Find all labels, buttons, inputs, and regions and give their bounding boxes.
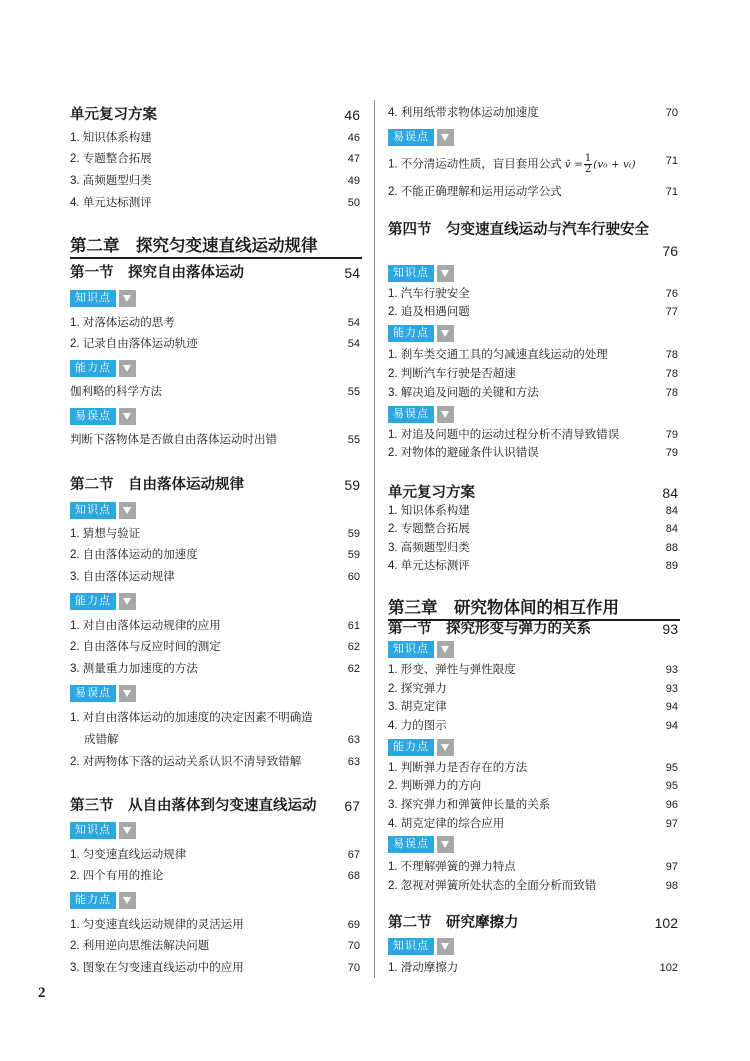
entry-page: 88 [665, 542, 678, 554]
tag-label: 易误点 [70, 408, 116, 425]
entry-page: 84 [662, 485, 678, 501]
entry-page: 95 [665, 780, 678, 792]
entry-title: 第四节 匀变速直线运动与汽车行驶安全 [388, 222, 649, 238]
tag-label: 知识点 [70, 822, 116, 839]
toc-entry [70, 548, 360, 562]
entry-title: 3. 高频题型归类 [70, 175, 152, 187]
entry-title: 1. 判断弹力是否存在的方法 [388, 762, 528, 774]
toc-entry [70, 848, 360, 862]
entry-title: 1. 对自由落体运动的加速度的决定因素不明确造 [70, 712, 313, 724]
entry-title: 2. 判断弹力的方向 [388, 780, 482, 792]
entry-page: 71 [665, 155, 678, 167]
formula-denominator: 2 [584, 164, 592, 175]
entry-page: 97 [665, 818, 678, 830]
toc-entry [388, 700, 678, 714]
entry-title: 1. 匀变速直线运动规律 [70, 849, 187, 861]
entry-title: 2. 追及相遇问题 [388, 306, 470, 318]
entry-title: 1. 知识体系构建 [70, 132, 152, 144]
toc-entry [388, 663, 678, 677]
entry-title: 1. 不分清运动性质，盲目套用公式 v̄ = $\frac{1}{2}(v_0 + v_t)$ [388, 153, 636, 175]
toc-entry [70, 755, 360, 769]
toc-entry [388, 305, 678, 319]
category-tag [388, 406, 678, 423]
formula-fraction [584, 154, 592, 175]
triangle-down-icon [119, 822, 136, 839]
entry-title: 1. 知识体系构建 [388, 505, 470, 517]
category-tag [388, 129, 678, 146]
entry-page: 47 [347, 153, 360, 165]
entry-page: 93 [662, 621, 678, 637]
tag-label: 知识点 [388, 265, 434, 282]
entry-page: 70 [347, 962, 360, 974]
toc-entry [388, 761, 678, 775]
toc-entry [388, 522, 678, 536]
entry-page: 54 [347, 317, 360, 329]
toc-entry [70, 939, 360, 953]
entry-title: 2. 自由落体与反应时间的测定 [70, 641, 221, 653]
triangle-down-icon [119, 290, 136, 307]
entry-page: 46 [344, 107, 360, 123]
toc-entry [388, 719, 678, 733]
entry-page: 59 [347, 528, 360, 540]
entry-title: 2. 对两物体下落的运动关系认识不清导致错解 [70, 756, 302, 768]
tag-label: 易误点 [388, 129, 434, 146]
entry-title: 4. 单元达标测评 [70, 197, 152, 209]
toc-entry [388, 428, 678, 442]
entry-title: 2. 记录自由落体运动轨迹 [70, 338, 198, 350]
entry-page: 78 [665, 368, 678, 380]
entry-title: 1. 对追及问题中的运动过程分析不清导致错误 [388, 429, 620, 441]
section-heading [388, 620, 678, 638]
toc-entry [388, 798, 678, 812]
triangle-down-icon [437, 836, 454, 853]
toc-entry [388, 559, 678, 573]
entry-page: 89 [665, 560, 678, 572]
toc-entry [70, 152, 360, 166]
category-tag [388, 739, 678, 756]
entry-title: 1. 对落体运动的思考 [70, 317, 175, 329]
entry-title: 伽利略的科学方法 [70, 386, 162, 398]
triangle-down-icon [437, 129, 454, 146]
entry-title: 成错解 [84, 734, 119, 746]
entry-page: 102 [659, 962, 678, 974]
entry-page: 70 [665, 107, 678, 119]
toc-entry [388, 185, 678, 199]
entry-page: 63 [347, 734, 360, 746]
toc-entry [388, 106, 678, 120]
entry-page: 84 [665, 505, 678, 517]
toc-entry [388, 348, 678, 362]
tag-label: 能力点 [388, 325, 434, 342]
toc-entry [388, 367, 678, 381]
entry-title: 3. 图象在匀变速直线运动中的应用 [70, 962, 244, 974]
entry-title: 3. 探究弹力和弹簧伸长量的关系 [388, 799, 551, 811]
entry-title: 2. 自由落体运动的加速度 [70, 549, 198, 561]
entry-title: 1. 汽车行驶安全 [388, 288, 470, 300]
entry-page: 55 [347, 434, 360, 446]
page-number: 2 [38, 985, 46, 1001]
category-tag [388, 265, 678, 282]
tag-label: 能力点 [388, 739, 434, 756]
tag-label: 能力点 [70, 593, 116, 610]
triangle-down-icon [119, 408, 136, 425]
entry-title: 1. 刹车类交通工具的匀减速直线运动的处理 [388, 349, 608, 361]
entry-page: 49 [347, 175, 360, 187]
formula-lhs: v̄ = [564, 158, 583, 171]
entry-title: 第一节 探究形变与弹力的关系 [388, 621, 591, 637]
triangle-down-icon [437, 325, 454, 342]
entry-page: 76 [665, 288, 678, 300]
toc-entry [388, 287, 678, 301]
toc-entry [70, 619, 360, 633]
toc-entry [70, 570, 360, 584]
entry-title: 第二节 自由落体运动规律 [70, 477, 244, 493]
entry-page: 70 [347, 940, 360, 952]
section-heading [70, 797, 360, 815]
entry-title: 第三节 从自由落体到匀变速直线运动 [70, 798, 317, 814]
toc-entry [388, 879, 678, 893]
entry-page: 50 [347, 197, 360, 209]
entry-title: 1. 匀变速直线运动规律的灵活运用 [70, 919, 244, 931]
entry-page: 62 [347, 663, 360, 675]
entry-title: 4. 单元达标测评 [388, 560, 470, 572]
toc-entry [70, 174, 360, 188]
chapter-heading: 第二章 探究匀变速直线运动规律 [70, 235, 362, 259]
entry-title: 第二节 研究摩擦力 [388, 915, 519, 931]
section-heading [388, 484, 678, 502]
entry-page: 69 [347, 919, 360, 931]
category-tag [70, 822, 360, 839]
section-heading [70, 264, 360, 282]
entry-page: 54 [347, 338, 360, 350]
toc-entry [388, 961, 678, 975]
entry-title: 单元复习方案 [70, 107, 157, 123]
entry-title: 2. 忽视对弹簧所处状态的全面分析而致错 [388, 880, 597, 892]
category-tag [70, 408, 360, 425]
category-tag [388, 938, 678, 955]
column-divider [374, 100, 375, 978]
triangle-down-icon [119, 360, 136, 377]
toc-entry [388, 541, 678, 555]
entry-title: 1. 不理解弹簧的弹力特点 [388, 861, 516, 873]
section-heading [388, 914, 678, 932]
entry-page: 93 [665, 683, 678, 695]
triangle-down-icon [119, 892, 136, 909]
category-tag [388, 836, 678, 853]
category-tag [70, 360, 360, 377]
toc-entry [70, 869, 360, 883]
section-heading [70, 476, 360, 494]
entry-page: 59 [344, 477, 360, 493]
formula [565, 154, 636, 175]
entry-page: 95 [665, 762, 678, 774]
tag-label: 知识点 [388, 938, 434, 955]
toc-entry [70, 316, 360, 330]
tag-label: 能力点 [70, 892, 116, 909]
entry-title: 判断下落物体是否做自由落体运动时出错 [70, 434, 277, 446]
tag-label: 知识点 [70, 290, 116, 307]
entry-page: 62 [347, 641, 360, 653]
toc-entry [388, 779, 678, 793]
entry-page: 78 [665, 349, 678, 361]
entry-page: 93 [665, 664, 678, 676]
category-tag [70, 290, 360, 307]
entry-title: 2. 专题整合拓展 [70, 153, 152, 165]
entry-title: 2. 探究弹力 [388, 683, 447, 695]
tag-label: 易误点 [70, 685, 116, 702]
toc-entry [70, 961, 360, 975]
category-tag [388, 325, 678, 342]
entry-page: 84 [665, 523, 678, 535]
entry-page: 98 [665, 880, 678, 892]
entry-title: 1. 滑动摩擦力 [388, 962, 459, 974]
formula-rhs: (v₀ + vₜ) [593, 158, 636, 171]
toc-entry [388, 446, 678, 460]
entry-page: 78 [665, 387, 678, 399]
entry-page: 46 [347, 132, 360, 144]
entry-page: 97 [665, 861, 678, 873]
category-tag [70, 892, 360, 909]
entry-page: 61 [347, 620, 360, 632]
triangle-down-icon [119, 685, 136, 702]
entry-page: 79 [665, 447, 678, 459]
section-heading [70, 106, 360, 124]
entry-page: 102 [654, 915, 678, 931]
entry-page: 96 [665, 799, 678, 811]
toc-entry [388, 860, 678, 874]
entry-title: 1. 形变、弹性与弹性限度 [388, 664, 516, 676]
tag-label: 知识点 [70, 502, 116, 519]
toc-entry [70, 662, 360, 676]
triangle-down-icon [437, 739, 454, 756]
entry-title: 2. 专题整合拓展 [388, 523, 470, 535]
triangle-down-icon [119, 502, 136, 519]
entry-title: 2. 对物体的避碰条件认识错误 [388, 447, 539, 459]
entry-title: 2. 判断汽车行驶是否超速 [388, 368, 516, 380]
entry-title: 第一节 探究自由落体运动 [70, 265, 244, 281]
entry-title: 单元复习方案 [388, 485, 475, 501]
category-tag [70, 502, 360, 519]
entry-page: 59 [347, 549, 360, 561]
entry-page: 94 [665, 701, 678, 713]
toc-entry [70, 385, 360, 399]
triangle-down-icon [437, 406, 454, 423]
entry-page: 67 [347, 849, 360, 861]
entry-page: 77 [665, 306, 678, 318]
entry-page: 55 [347, 386, 360, 398]
formula-numerator: 1 [584, 153, 592, 164]
tag-label: 易误点 [388, 406, 434, 423]
toc-entry [70, 711, 360, 725]
toc-entry [388, 504, 678, 518]
toc-entry [388, 682, 678, 696]
tag-label: 能力点 [70, 360, 116, 377]
entry-page: 60 [347, 571, 360, 583]
entry-title: 3. 自由落体运动规律 [70, 571, 175, 583]
entry-title: 4. 力的图示 [388, 720, 447, 732]
toc-page-number: 76 [662, 243, 678, 259]
toc-entry [70, 527, 360, 541]
entry-title: 3. 胡克定律 [388, 701, 447, 713]
toc-entry [70, 337, 360, 351]
toc-entry [388, 817, 678, 831]
entry-title: 3. 测量重力加速度的方法 [70, 663, 198, 675]
entry-page: 63 [347, 756, 360, 768]
triangle-down-icon [437, 641, 454, 658]
entry-title: 1. 对自由落体运动规律的应用 [70, 620, 221, 632]
entry-title: 4. 利用纸带求物体运动加速度 [388, 107, 539, 119]
entry-title: 3. 高频题型归类 [388, 542, 470, 554]
toc-entry [70, 196, 360, 210]
category-tag [388, 641, 678, 658]
triangle-down-icon [437, 265, 454, 282]
toc-entry [388, 386, 678, 400]
category-tag [70, 685, 360, 702]
entry-title: 4. 胡克定律的综合应用 [388, 818, 505, 830]
entry-page: 71 [665, 186, 678, 198]
entry-page: 54 [344, 265, 360, 281]
chapter-heading: 第三章 研究物体间的相互作用 [388, 597, 680, 621]
tag-label: 知识点 [388, 641, 434, 658]
entry-title: 3. 解决追及问题的关键和方法 [388, 387, 539, 399]
tag-label: 易误点 [388, 836, 434, 853]
toc-entry [70, 640, 360, 654]
toc-entry [70, 733, 360, 747]
toc-entry [70, 433, 360, 447]
triangle-down-icon [437, 938, 454, 955]
section-heading [388, 221, 678, 239]
toc-entry [70, 918, 360, 932]
toc-entry [70, 131, 360, 145]
triangle-down-icon [119, 593, 136, 610]
entry-title: 2. 四个有用的推论 [70, 870, 164, 882]
toc-entry [388, 153, 678, 175]
entry-page: 94 [665, 720, 678, 732]
entry-page: 67 [344, 798, 360, 814]
entry-title: 2. 利用逆向思维法解决问题 [70, 940, 210, 952]
entry-page: 68 [347, 870, 360, 882]
category-tag [70, 593, 360, 610]
entry-title: 2. 不能正确理解和运用运动学公式 [388, 186, 562, 198]
entry-page: 79 [665, 429, 678, 441]
entry-title: 1. 猜想与验证 [70, 528, 141, 540]
